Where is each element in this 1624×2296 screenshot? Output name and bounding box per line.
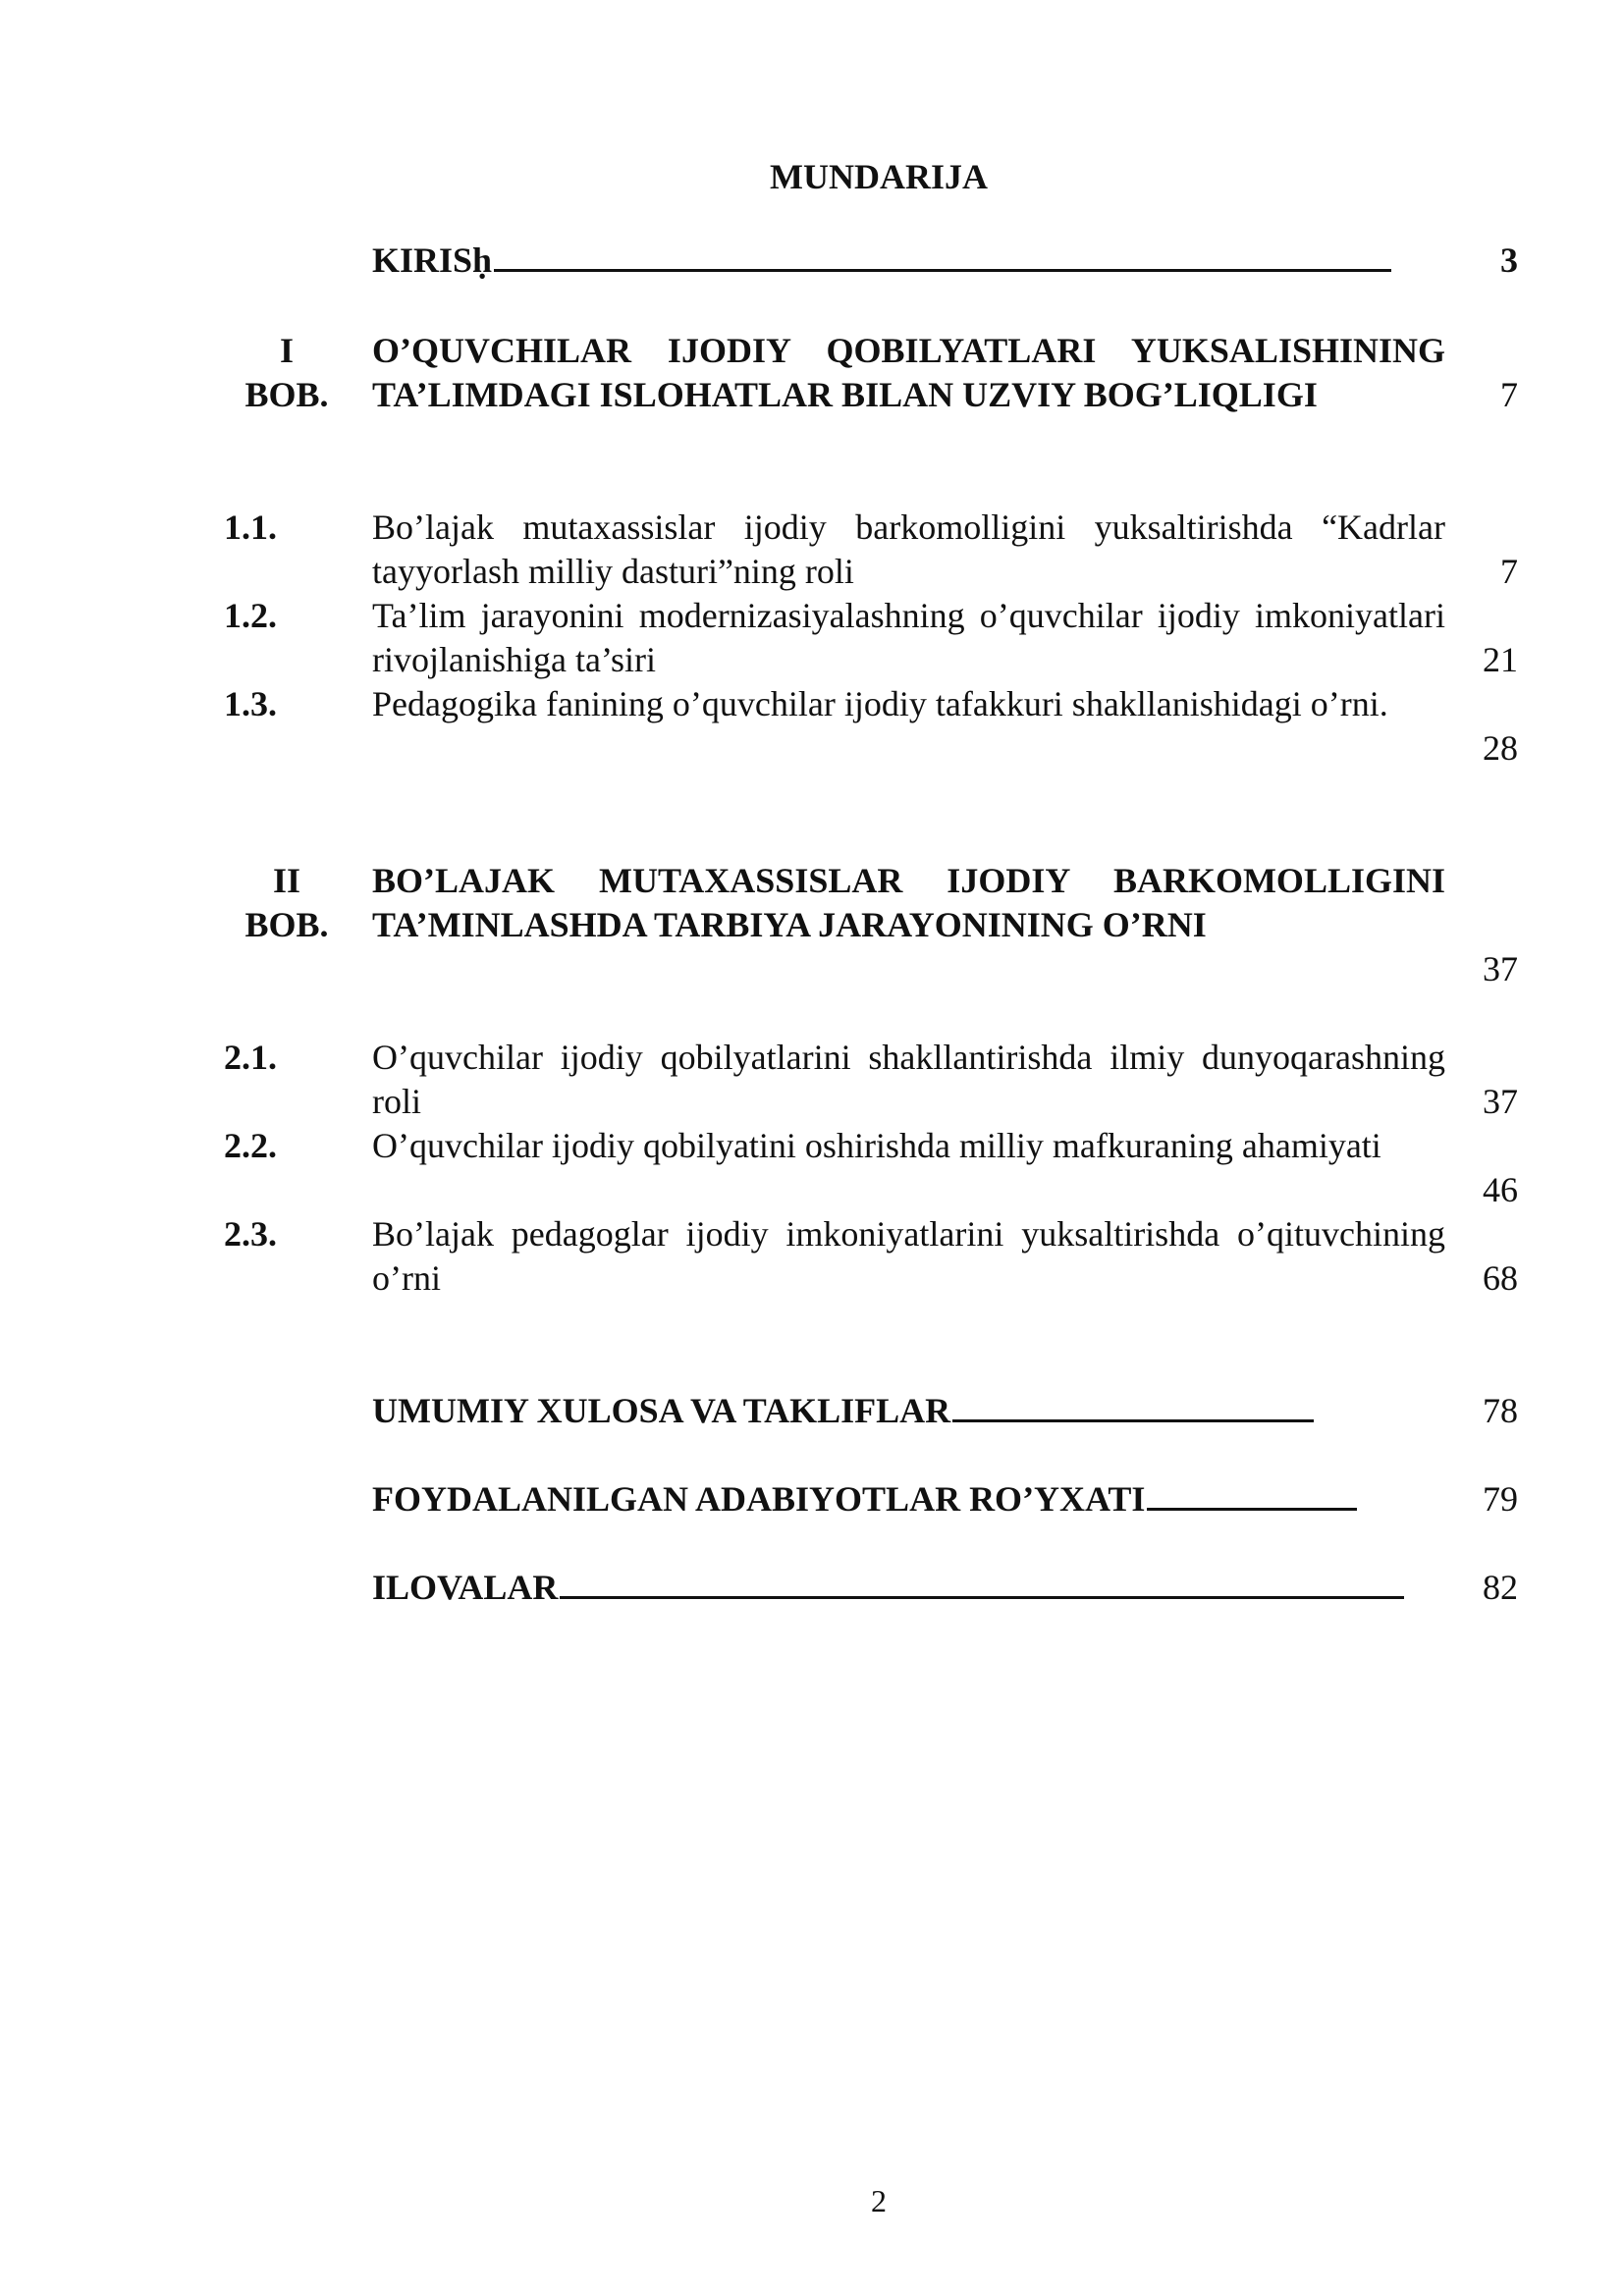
section-1-1-page: 7: [1500, 552, 1518, 591]
section-1-2-title[interactable]: Ta’lim jarayonini modernizasiyalashning o’quvchilar ijodiy imkoniyatlari rivojlanishiga ta’siri: [372, 596, 1445, 679]
section-1-1-num: 1.1.: [224, 507, 277, 547]
toc-entry-intro-page: 3: [1500, 240, 1518, 280]
toc-entry-appendix-page: 82: [1483, 1568, 1518, 1607]
toc-entry-appendix-label: ILOVALAR: [372, 1568, 559, 1607]
toc-entry-conclusion-page: 78: [1483, 1391, 1518, 1430]
section-1-1-title[interactable]: Bo’lajak mutaxassislar ijodiy barkomolligini yuksaltirishda “Kadrlar tayyorlash milliy dasturi”ning roli: [372, 507, 1445, 591]
leader-line: [494, 269, 1391, 272]
chapter-1-page: 7: [1500, 375, 1518, 414]
chapter-1-title[interactable]: O’QUVCHILAR IJODIY QOBILYATLARI YUKSALISHINING TA’LIMDAGI ISLOHATLAR BILAN UZVIY BOG’LIQLIGI: [372, 331, 1445, 414]
toc-entry-intro[interactable]: [372, 239, 1391, 283]
toc-entry-references-page: 79: [1483, 1479, 1518, 1519]
section-2-2-title[interactable]: O’quvchilar ijodiy qobilyatini oshirishda milliy mafkuraning ahamiyati: [372, 1126, 1381, 1165]
leader-line: [952, 1419, 1314, 1422]
section-2-3-num: 2.3.: [224, 1214, 277, 1254]
chapter-2-bob: BOB.: [244, 905, 329, 944]
toc-entry-references-label: FOYDALANILGAN ADABIYOTLAR RO’YXATI: [372, 1479, 1146, 1519]
section-1-2-page: 21: [1483, 640, 1518, 679]
section-2-1-title[interactable]: O’quvchilar ijodiy qobilyatlarini shakllantirishda ilmiy dunyoqarashning roli: [372, 1038, 1445, 1121]
section-1-3-page: 28: [1483, 728, 1518, 768]
section-2-2-num: 2.2.: [224, 1126, 277, 1165]
section-1-3-title[interactable]: Pedagogika fanining o’quvchilar ijodiy tafakkuri shakllanishidagi o’rni.: [372, 684, 1388, 723]
chapter-2-title[interactable]: BO’LAJAK MUTAXASSISLAR IJODIY BARKOMOLLIGINI TA’MINLASHDA TARBIYA JARAYONINING O’RNI: [372, 861, 1445, 944]
section-2-2-page: 46: [1483, 1170, 1518, 1209]
toc-entry-appendix[interactable]: [372, 1566, 1404, 1610]
page-number: 2: [871, 2183, 887, 2218]
section-1-3-num: 1.3.: [224, 684, 277, 723]
chapter-2-roman: II: [272, 861, 301, 900]
toc-entry-conclusion[interactable]: [372, 1389, 1314, 1433]
toc-entry-references[interactable]: [372, 1477, 1357, 1522]
page-title: MUNDARIJA: [770, 157, 988, 196]
section-2-3-page: 68: [1483, 1258, 1518, 1298]
toc-entry-intro-label: KIRISḥ: [372, 240, 493, 280]
section-2-1-num: 2.1.: [224, 1038, 277, 1077]
chapter-1-roman: I: [279, 331, 294, 370]
toc-entry-conclusion-label: UMUMIY XULOSA VA TAKLIFLAR: [372, 1391, 951, 1430]
section-2-3-title[interactable]: Bo’lajak pedagoglar ijodiy imkoniyatlarini yuksaltirishda o’qituvchining o’rni: [372, 1214, 1445, 1298]
section-2-1-page: 37: [1483, 1082, 1518, 1121]
chapter-2-page: 37: [1483, 949, 1518, 988]
leader-line: [1147, 1508, 1357, 1511]
leader-line: [560, 1596, 1404, 1599]
chapter-1-bob: BOB.: [244, 375, 329, 414]
section-1-2-num: 1.2.: [224, 596, 277, 635]
